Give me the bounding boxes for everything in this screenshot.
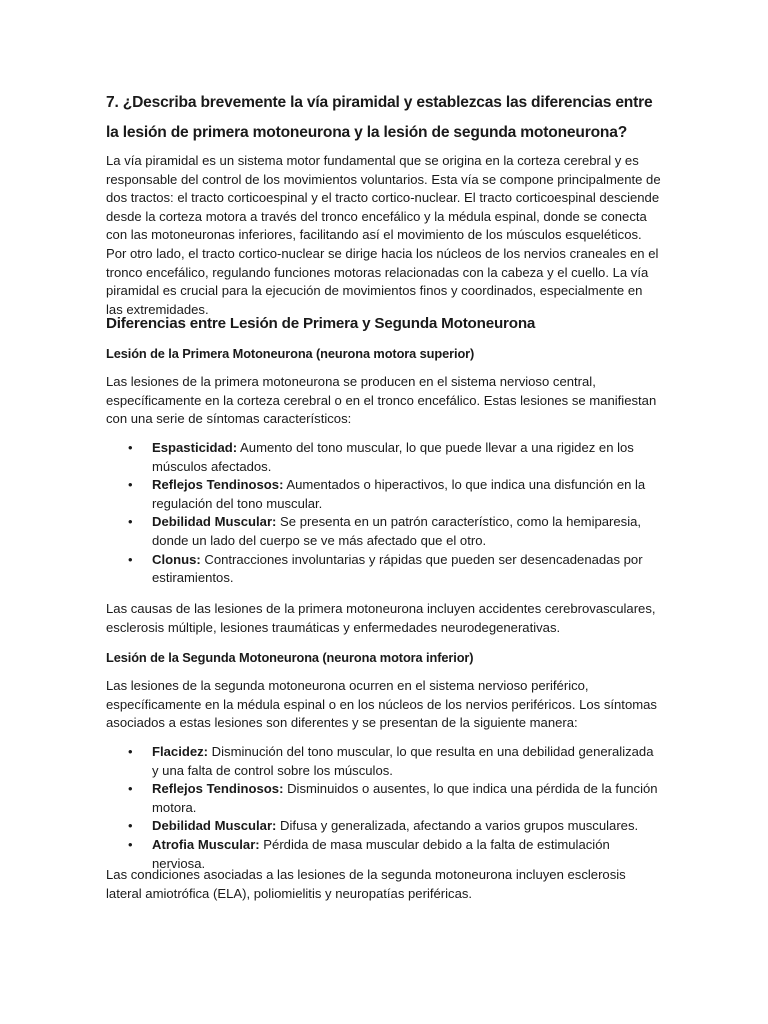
symptom-term: Espasticidad: — [152, 440, 238, 455]
upper-symptom-list — [106, 439, 662, 588]
symptom-term: Clonus: — [152, 551, 201, 567]
upper-lesion-intro: Las lesiones de la primera motoneurona se producen en el sistema nervioso central, específicamente en la corteza cerebral o en el tronco encefálico. Estas lesiones se manifiestan con una serie de síntomas característicos: — [106, 374, 657, 427]
symptom-term: Reflejos Tendinosos: — [152, 477, 284, 493]
symptom-text: Aumento del tono muscular, lo que puede llevar a una rigidez en los músculos afectados. — [152, 440, 634, 474]
bullet-icon: • — [128, 477, 133, 493]
list-item — [106, 817, 662, 836]
symptom-text: Contracciones involuntarias y rápidas que pueden ser desencadenadas por estiramientos. — [152, 551, 643, 586]
bullet-icon: • — [128, 440, 133, 455]
symptom-term: Flacidez: — [152, 744, 209, 759]
symptom-text: Aumentados o hiperactivos, lo que indica una disfunción en la regulación del tono muscular. — [152, 477, 646, 511]
list-item — [106, 780, 662, 817]
lower-symptom-list — [106, 743, 662, 873]
symptom-text: Difusa y generalizada, afectando a varios grupos musculares. — [276, 818, 639, 834]
list-item — [106, 476, 662, 513]
symptom-text: Se presenta en un patrón característico, como la hemiparesia, donde un lado del cuerpo se ve más afectado que el otro. — [152, 514, 642, 548]
symptom-term: Debilidad Muscular: — [152, 514, 277, 530]
bullet-icon: • — [128, 744, 133, 759]
symptom-term: Debilidad Muscular: — [152, 818, 277, 834]
symptom-text: Disminuidos o ausentes, lo que indica una pérdida de la función motora. — [152, 781, 658, 815]
symptom-text: Disminución del tono muscular, lo que resulta en una debilidad generalizada y una falta de control sobre los músculos. — [152, 744, 654, 778]
upper-lesion-heading: Lesión de la Primera Motoneurona (neurona motora superior) — [106, 346, 475, 361]
bullet-icon: • — [128, 514, 133, 530]
symptom-term: Reflejos Tendinosos: — [152, 781, 284, 797]
symptom-text: Pérdida de masa muscular debido a la falta de estimulación nerviosa. — [152, 836, 610, 871]
lower-lesion-intro: Las lesiones de la segunda motoneurona ocurren en el sistema nervioso periférico, específicamente en la médula espinal o en los núcleos de los nervios periféricos. Los síntomas asociados a estas lesiones son diferentes y se presentan de la siguiente manera: — [106, 678, 657, 731]
bullet-icon: • — [128, 551, 133, 567]
bullet-icon: • — [128, 836, 133, 852]
list-item — [106, 439, 662, 476]
list-item — [106, 513, 662, 550]
upper-lesion-causes: Las causas de las lesiones de la primera motoneurona incluyen accidentes cerebrovasculares, esclerosis múltiple, lesiones traumáticas y enfermedades neurodegenerativas. — [106, 601, 656, 635]
bullet-icon: • — [128, 781, 133, 797]
list-item — [106, 551, 662, 588]
symptom-term: Atrofia Muscular: — [152, 836, 260, 852]
question-title: 7. ¿Describa brevemente la vía piramidal y establezcas las diferencias entre la lesión de primera motoneurona y la lesión de segunda motoneurona? — [106, 94, 653, 141]
list-item — [106, 743, 662, 780]
intro-paragraph: La vía piramidal es un sistema motor fundamental que se origina en la corteza cerebral y es responsable del control de los movimientos voluntarios. Esta vía se compone principalmente de dos tractos: el tracto corticoespinal y el tracto cortico-nuclear. El tracto corticoespinal desciende desde la corteza motora a través del tronco encefálico y la médula espinal, donde se conecta con las motoneuronas inferiores, facilitando así el movimiento de los músculos esqueléticos. Por otro lado, el tracto cortico-nuclear se dirige hacia los núcleos de los nervios craneales en el tronco encefálico, regulando funciones motoras relacionadas con la cabeza y el cuello. La vía piramidal es crucial para la ejecución de movimientos finos y coordinados, especialmente en las extremidades. — [106, 153, 661, 317]
lower-lesion-conditions: Las condiciones asociadas a las lesiones de la segunda motoneurona incluyen esclerosis lateral amiotrófica (ELA), poliomielitis y neuropatías periféricas. — [106, 867, 626, 901]
lower-lesion-heading: Lesión de la Segunda Motoneurona (neurona motora inferior) — [106, 650, 474, 665]
bullet-icon: • — [128, 818, 133, 834]
differences-heading: Diferencias entre Lesión de Primera y Segunda Motoneurona — [106, 315, 536, 332]
